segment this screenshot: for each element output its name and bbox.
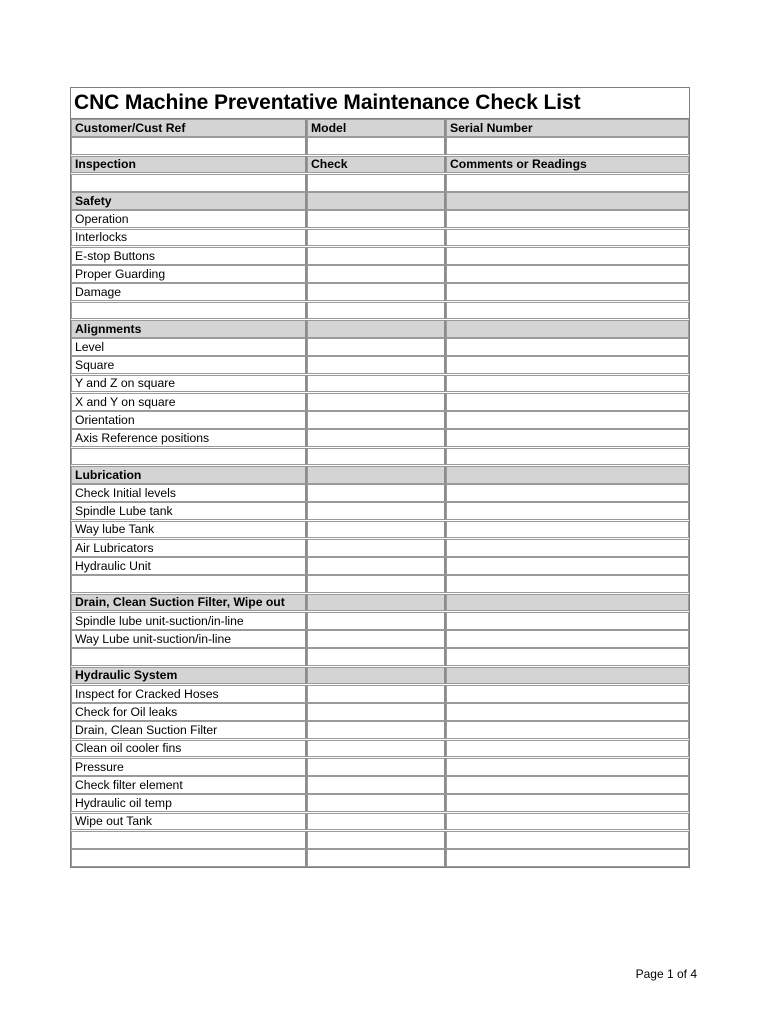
cell-comments [446, 320, 689, 338]
cell-inspection: Lubrication [71, 466, 307, 484]
cell-check[interactable] [307, 210, 446, 228]
cell-comments[interactable] [446, 411, 689, 429]
cell-comments[interactable] [446, 393, 689, 411]
cell-inspection: Level [71, 338, 307, 356]
cell-check[interactable] [307, 429, 446, 447]
cell-inspection: Drain, Clean Suction Filter, Wipe out [71, 594, 307, 612]
cell-check[interactable] [307, 831, 446, 849]
cell-check[interactable] [307, 758, 446, 776]
cell-comments[interactable] [446, 703, 689, 721]
cell-check[interactable] [307, 794, 446, 812]
cell-inspection: Hydraulic oil temp [71, 794, 307, 812]
cell-comments[interactable] [446, 283, 689, 301]
header-cell-inspection: Customer/Cust Ref [71, 119, 307, 137]
header-cell-comments: Comments or Readings [446, 156, 689, 174]
cell-check [307, 594, 446, 612]
cell-inspection: Way Lube unit-suction/in-line [71, 630, 307, 648]
cell-check[interactable] [307, 484, 446, 502]
cell-inspection: Pressure [71, 758, 307, 776]
cell-inspection[interactable] [71, 302, 307, 320]
cell-check[interactable] [307, 448, 446, 466]
cell-check[interactable] [307, 648, 446, 666]
header-cell-check: Check [307, 156, 446, 174]
cell-check[interactable] [307, 849, 446, 867]
cell-inspection: Check filter element [71, 776, 307, 794]
cell-comments[interactable] [446, 338, 689, 356]
cell-inspection[interactable] [71, 849, 307, 867]
cell-check[interactable] [307, 265, 446, 283]
cell-check[interactable] [307, 776, 446, 794]
cell-inspection: Y and Z on square [71, 375, 307, 393]
cell-comments[interactable] [446, 557, 689, 575]
header-cell-check: Model [307, 119, 446, 137]
cell-inspection[interactable] [71, 448, 307, 466]
cell-check[interactable] [307, 685, 446, 703]
cell-check[interactable] [307, 539, 446, 557]
cell-comments [446, 192, 689, 210]
title-bar [71, 88, 689, 119]
cell-check[interactable] [307, 356, 446, 374]
cell-check[interactable] [307, 521, 446, 539]
cell-inspection: Safety [71, 192, 307, 210]
cell-inspection: Interlocks [71, 229, 307, 247]
cell-comments[interactable] [446, 794, 689, 812]
cell-comments[interactable] [446, 740, 689, 758]
cell-check [307, 320, 446, 338]
cell-comments[interactable] [446, 484, 689, 502]
cell-check[interactable] [307, 393, 446, 411]
cell-inspection: Clean oil cooler fins [71, 740, 307, 758]
cell-check[interactable] [307, 229, 446, 247]
cell-comments[interactable] [446, 429, 689, 447]
cell-comments[interactable] [446, 521, 689, 539]
cell-comments[interactable] [446, 265, 689, 283]
cell-check [307, 667, 446, 685]
cell-inspection: Inspect for Cracked Hoses [71, 685, 307, 703]
cell-inspection: Wipe out Tank [71, 813, 307, 831]
cell-comments[interactable] [446, 229, 689, 247]
cell-comments[interactable] [446, 356, 689, 374]
cell-inspection[interactable] [71, 137, 307, 155]
cell-inspection: Orientation [71, 411, 307, 429]
cell-comments[interactable] [446, 137, 689, 155]
cell-comments[interactable] [446, 813, 689, 831]
cell-comments[interactable] [446, 831, 689, 849]
cell-inspection: Proper Guarding [71, 265, 307, 283]
page-title: CNC Machine Preventative Maintenance Check List [74, 91, 581, 114]
cell-comments[interactable] [446, 502, 689, 520]
cell-inspection[interactable] [71, 648, 307, 666]
header-cell-comments: Serial Number [446, 119, 689, 137]
cell-comments[interactable] [446, 539, 689, 557]
cell-check[interactable] [307, 721, 446, 739]
cell-comments[interactable] [446, 210, 689, 228]
cell-inspection[interactable] [71, 831, 307, 849]
cell-comments[interactable] [446, 448, 689, 466]
header-cell-inspection: Inspection [71, 156, 307, 174]
cell-inspection: Drain, Clean Suction Filter [71, 721, 307, 739]
cell-inspection: Check for Oil leaks [71, 703, 307, 721]
cell-comments [446, 466, 689, 484]
cell-inspection: Hydraulic Unit [71, 557, 307, 575]
cell-check [307, 466, 446, 484]
cell-inspection: Air Lubricators [71, 539, 307, 557]
cell-comments[interactable] [446, 174, 689, 192]
cell-inspection: Spindle lube unit-suction/in-line [71, 612, 307, 630]
cell-inspection: Spindle Lube tank [71, 502, 307, 520]
cell-check[interactable] [307, 502, 446, 520]
cell-comments[interactable] [446, 849, 689, 867]
cell-check[interactable] [307, 283, 446, 301]
cell-check[interactable] [307, 375, 446, 393]
cell-inspection[interactable] [71, 174, 307, 192]
checklist-sheet [70, 87, 690, 868]
cell-inspection: Alignments [71, 320, 307, 338]
cell-comments[interactable] [446, 685, 689, 703]
cell-inspection: E-stop Buttons [71, 247, 307, 265]
cell-comments[interactable] [446, 721, 689, 739]
cell-inspection: Damage [71, 283, 307, 301]
cell-inspection: Square [71, 356, 307, 374]
cell-check[interactable] [307, 137, 446, 155]
cell-comments[interactable] [446, 630, 689, 648]
cell-check[interactable] [307, 247, 446, 265]
cell-check[interactable] [307, 612, 446, 630]
cell-check[interactable] [307, 630, 446, 648]
cell-inspection: Check Initial levels [71, 484, 307, 502]
cell-check[interactable] [307, 703, 446, 721]
cell-comments[interactable] [446, 575, 689, 593]
cell-comments[interactable] [446, 247, 689, 265]
cell-inspection: Operation [71, 210, 307, 228]
cell-check[interactable] [307, 813, 446, 831]
cell-check[interactable] [307, 338, 446, 356]
cell-check[interactable] [307, 411, 446, 429]
cell-inspection: X and Y on square [71, 393, 307, 411]
cell-check [307, 192, 446, 210]
cell-comments[interactable] [446, 612, 689, 630]
cell-comments[interactable] [446, 375, 689, 393]
page-number: Page 1 of 4 [635, 967, 697, 981]
cell-check[interactable] [307, 557, 446, 575]
cell-comments[interactable] [446, 302, 689, 320]
cell-inspection: Way lube Tank [71, 521, 307, 539]
cell-check[interactable] [307, 740, 446, 758]
cell-comments [446, 594, 689, 612]
cell-comments[interactable] [446, 758, 689, 776]
checklist-table [71, 119, 689, 867]
cell-comments[interactable] [446, 648, 689, 666]
cell-check[interactable] [307, 174, 446, 192]
cell-check[interactable] [307, 302, 446, 320]
cell-inspection: Hydraulic System [71, 667, 307, 685]
cell-comments [446, 667, 689, 685]
cell-inspection[interactable] [71, 575, 307, 593]
cell-check[interactable] [307, 575, 446, 593]
cell-comments[interactable] [446, 776, 689, 794]
cell-inspection: Axis Reference positions [71, 429, 307, 447]
